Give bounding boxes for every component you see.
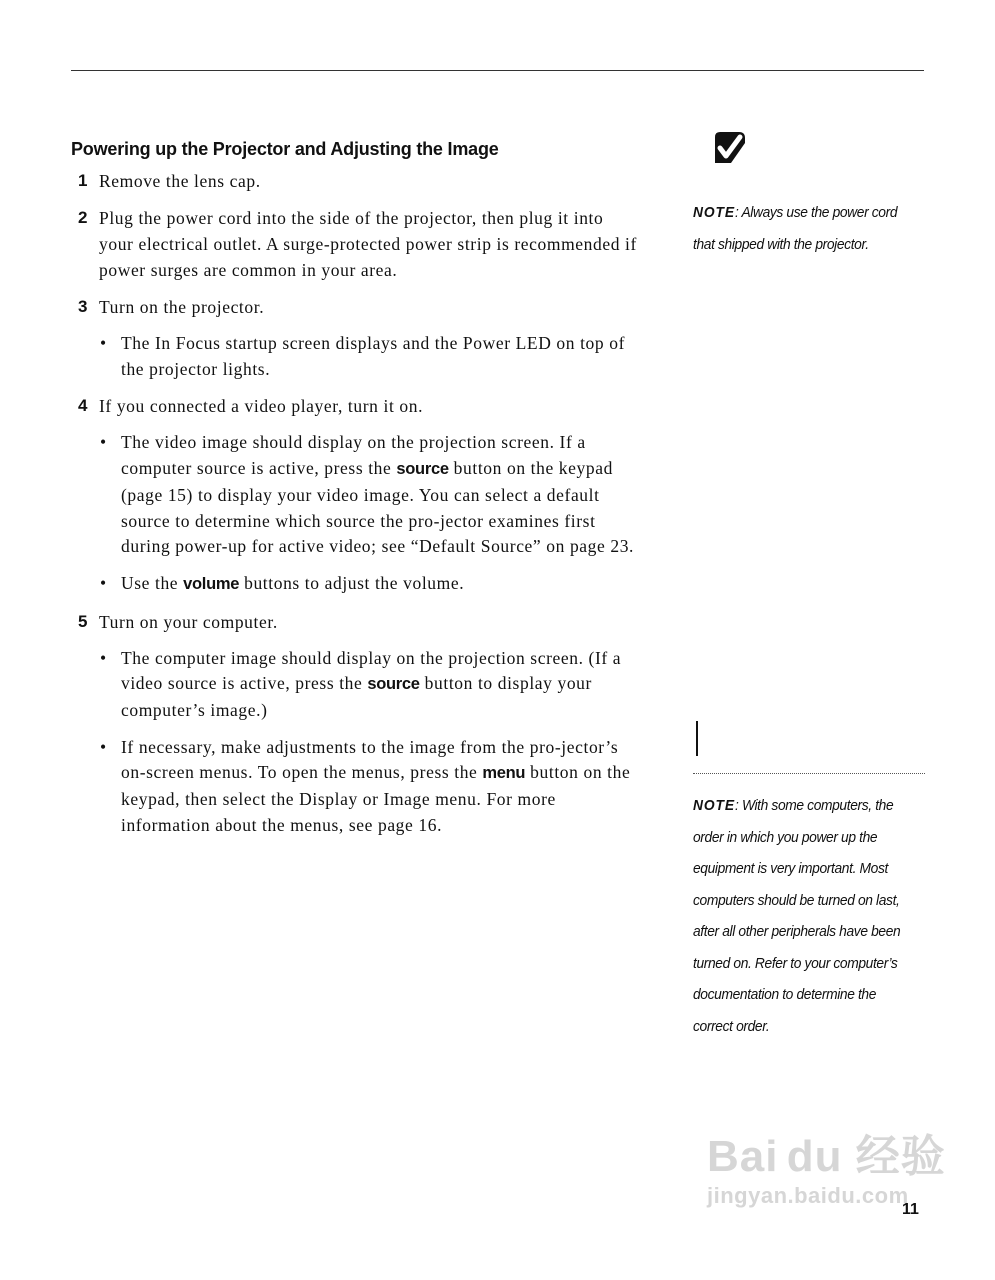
side-note-1 bbox=[693, 197, 925, 260]
bullet-icon: • bbox=[100, 333, 107, 353]
margin-bar bbox=[696, 721, 698, 756]
note-text: : With some computers, the order in which you power up the equipment is very important. Most computers should be turned on last, after all other peripherals have been turned on. Refer to your computer’s documentation to determine the correct order. bbox=[693, 797, 901, 1035]
bullet-item bbox=[71, 735, 639, 839]
bullet-text-pre: The computer image should display on the projection screen. (If a video source is active, press the bbox=[121, 647, 622, 694]
step-1 bbox=[71, 168, 639, 194]
section-heading: Powering up the Projector and Adjusting the Image bbox=[71, 139, 499, 159]
bullet-text-post: buttons to adjust the volume. bbox=[239, 572, 465, 593]
bullet-text-pre: Use the bbox=[121, 572, 184, 593]
step-number: 4 bbox=[78, 396, 88, 416]
side-note-2 bbox=[693, 790, 925, 1042]
step-2 bbox=[71, 205, 639, 283]
bullet-item bbox=[71, 646, 639, 724]
step-number: 5 bbox=[78, 611, 88, 631]
bullet-item bbox=[71, 430, 639, 560]
watermark-url: jingyan.baidu.com bbox=[707, 1183, 909, 1208]
keyword-volume: volume bbox=[183, 574, 240, 593]
bullet-icon: • bbox=[100, 572, 107, 593]
bullet-icon: • bbox=[100, 736, 107, 757]
bullet-text-pre: If necessary, make adjustments to the image from the pro-jector’s on-screen menus. To open the menus, press the bbox=[121, 736, 619, 783]
step-3 bbox=[71, 294, 639, 320]
step-text: If you connected a video player, turn it on. bbox=[99, 396, 424, 417]
keyword-source: source bbox=[396, 460, 449, 479]
bullet-icon: • bbox=[100, 647, 107, 668]
note-text: : Always use the power cord that shipped with the projector. bbox=[693, 204, 898, 253]
step-text: Remove the lens cap. bbox=[99, 171, 261, 191]
baidu-watermark bbox=[707, 1133, 946, 1211]
bullet-text-pre: The video image should display on the projection screen. If a computer source is active, press the bbox=[121, 432, 586, 479]
keyword-source: source bbox=[367, 675, 420, 694]
note-check-icon bbox=[709, 129, 751, 169]
bullet-item bbox=[71, 331, 639, 382]
step-5 bbox=[71, 609, 639, 635]
step-text: Turn on the projector. bbox=[99, 297, 265, 317]
bullet-text: The In Focus startup screen displays and the Power LED on top of the projector lights. bbox=[121, 333, 625, 379]
keyword-menu: menu bbox=[482, 764, 526, 783]
bullet-text-post: button on the keypad, then select the Display or Image menu. For more information about the menus, see page 16. bbox=[121, 762, 631, 835]
step-number: 2 bbox=[78, 208, 88, 227]
step-number: 3 bbox=[78, 297, 88, 316]
page-number: 11 bbox=[902, 1201, 919, 1218]
note-label: NOTE bbox=[693, 204, 736, 221]
step-text: Turn on your computer. bbox=[99, 611, 278, 632]
step-text: Plug the power cord into the side of the projector, then plug it into your electrical outlet. A surge-protected power strip is recommended if power surges are common in your area. bbox=[99, 208, 637, 280]
dotted-divider bbox=[693, 773, 925, 774]
main-content bbox=[71, 136, 639, 839]
watermark-logo-text: Bai du 经验 bbox=[707, 1132, 946, 1181]
step-number: 1 bbox=[78, 171, 88, 190]
step-4 bbox=[71, 393, 639, 419]
bullet-icon: • bbox=[100, 432, 107, 453]
bullet-text-post: button on the keypad (page 15) to display your video image. You can select a default source to determine which source the pro-jector examines first during power-up for active video; see “Default Source” on page 23. bbox=[121, 458, 635, 557]
note-label: NOTE bbox=[693, 797, 736, 814]
bullet-item bbox=[71, 571, 639, 598]
header-rule bbox=[71, 70, 924, 71]
bullet-text-post: button to display your computer’s image.) bbox=[121, 673, 592, 721]
